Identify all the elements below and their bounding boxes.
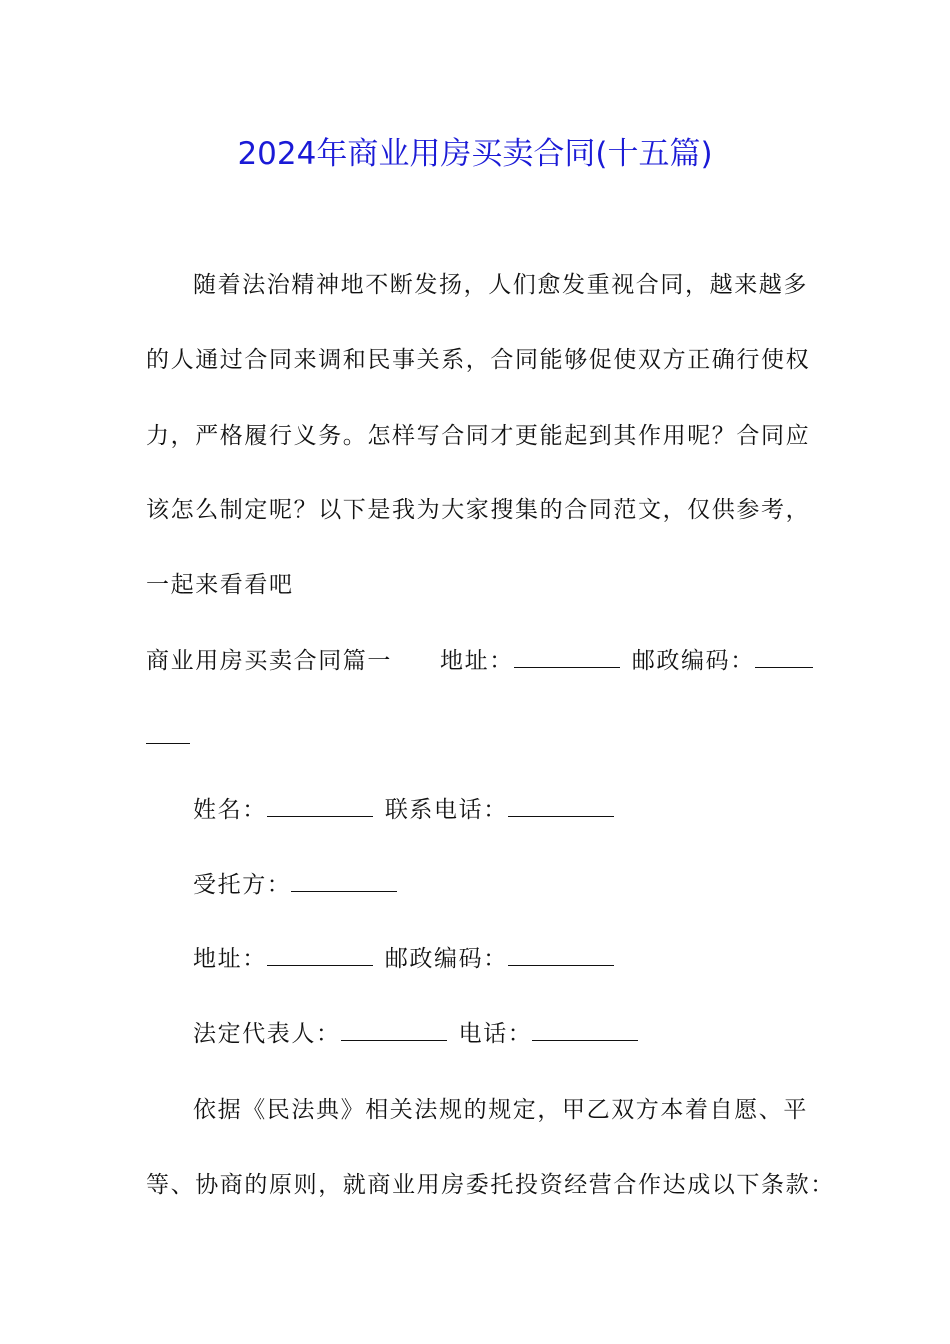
phone-blank[interactable] [508, 798, 614, 817]
address-label: 地址： [440, 648, 514, 674]
trustee-row [193, 870, 397, 900]
postcode2-blank[interactable] [508, 947, 614, 966]
postcode-blank-continuation [146, 722, 190, 752]
postcode2-label: 邮政编码： [384, 946, 508, 972]
basis-line-2: 等、协商的原则，就商业用房委托投资经营合作达成以下条款： [146, 1172, 835, 1198]
section-heading-row [146, 646, 813, 676]
postcode-blank[interactable] [755, 649, 813, 668]
tel-blank[interactable] [532, 1022, 638, 1041]
name-label: 姓名： [193, 797, 267, 823]
trustee-label: 受托方： [193, 872, 292, 898]
address2-blank[interactable] [267, 947, 373, 966]
intro-line-1: 随着法治精神地不断发扬，人们愈发重视合同，越来越多 [193, 272, 808, 298]
postcode-label: 邮政编码： [631, 648, 755, 674]
legal-rep-row [193, 1019, 638, 1049]
basis-line-1: 依据《民法典》相关法规的规定，甲乙双方本着自愿、平 [193, 1097, 808, 1123]
intro-line-2: 的人通过合同来调和民事关系，合同能够促使双方正确行使权 [146, 347, 811, 373]
postcode-blank-overflow[interactable] [146, 725, 190, 744]
section-heading: 商业用房买卖合同篇一 [146, 648, 392, 674]
trustee-address-row [193, 944, 614, 974]
legal-rep-blank[interactable] [341, 1022, 447, 1041]
legal-rep-label: 法定代表人： [193, 1021, 341, 1047]
trustee-blank[interactable] [291, 873, 397, 892]
document-title: 2024年商业用房买卖合同(十五篇) [237, 136, 713, 172]
party-a-contact-row [193, 795, 614, 825]
address-blank[interactable] [514, 649, 620, 668]
intro-line-3: 力，严格履行义务。怎样写合同才更能起到其作用呢？合同应 [146, 423, 811, 449]
phone-label: 联系电话： [384, 797, 508, 823]
intro-line-5: 一起来看看吧 [146, 572, 294, 598]
address2-label: 地址： [193, 946, 267, 972]
name-blank[interactable] [267, 798, 373, 817]
intro-line-4: 该怎么制定呢？以下是我为大家搜集的合同范文，仅供参考， [146, 497, 811, 523]
tel-label: 电话： [458, 1021, 533, 1047]
